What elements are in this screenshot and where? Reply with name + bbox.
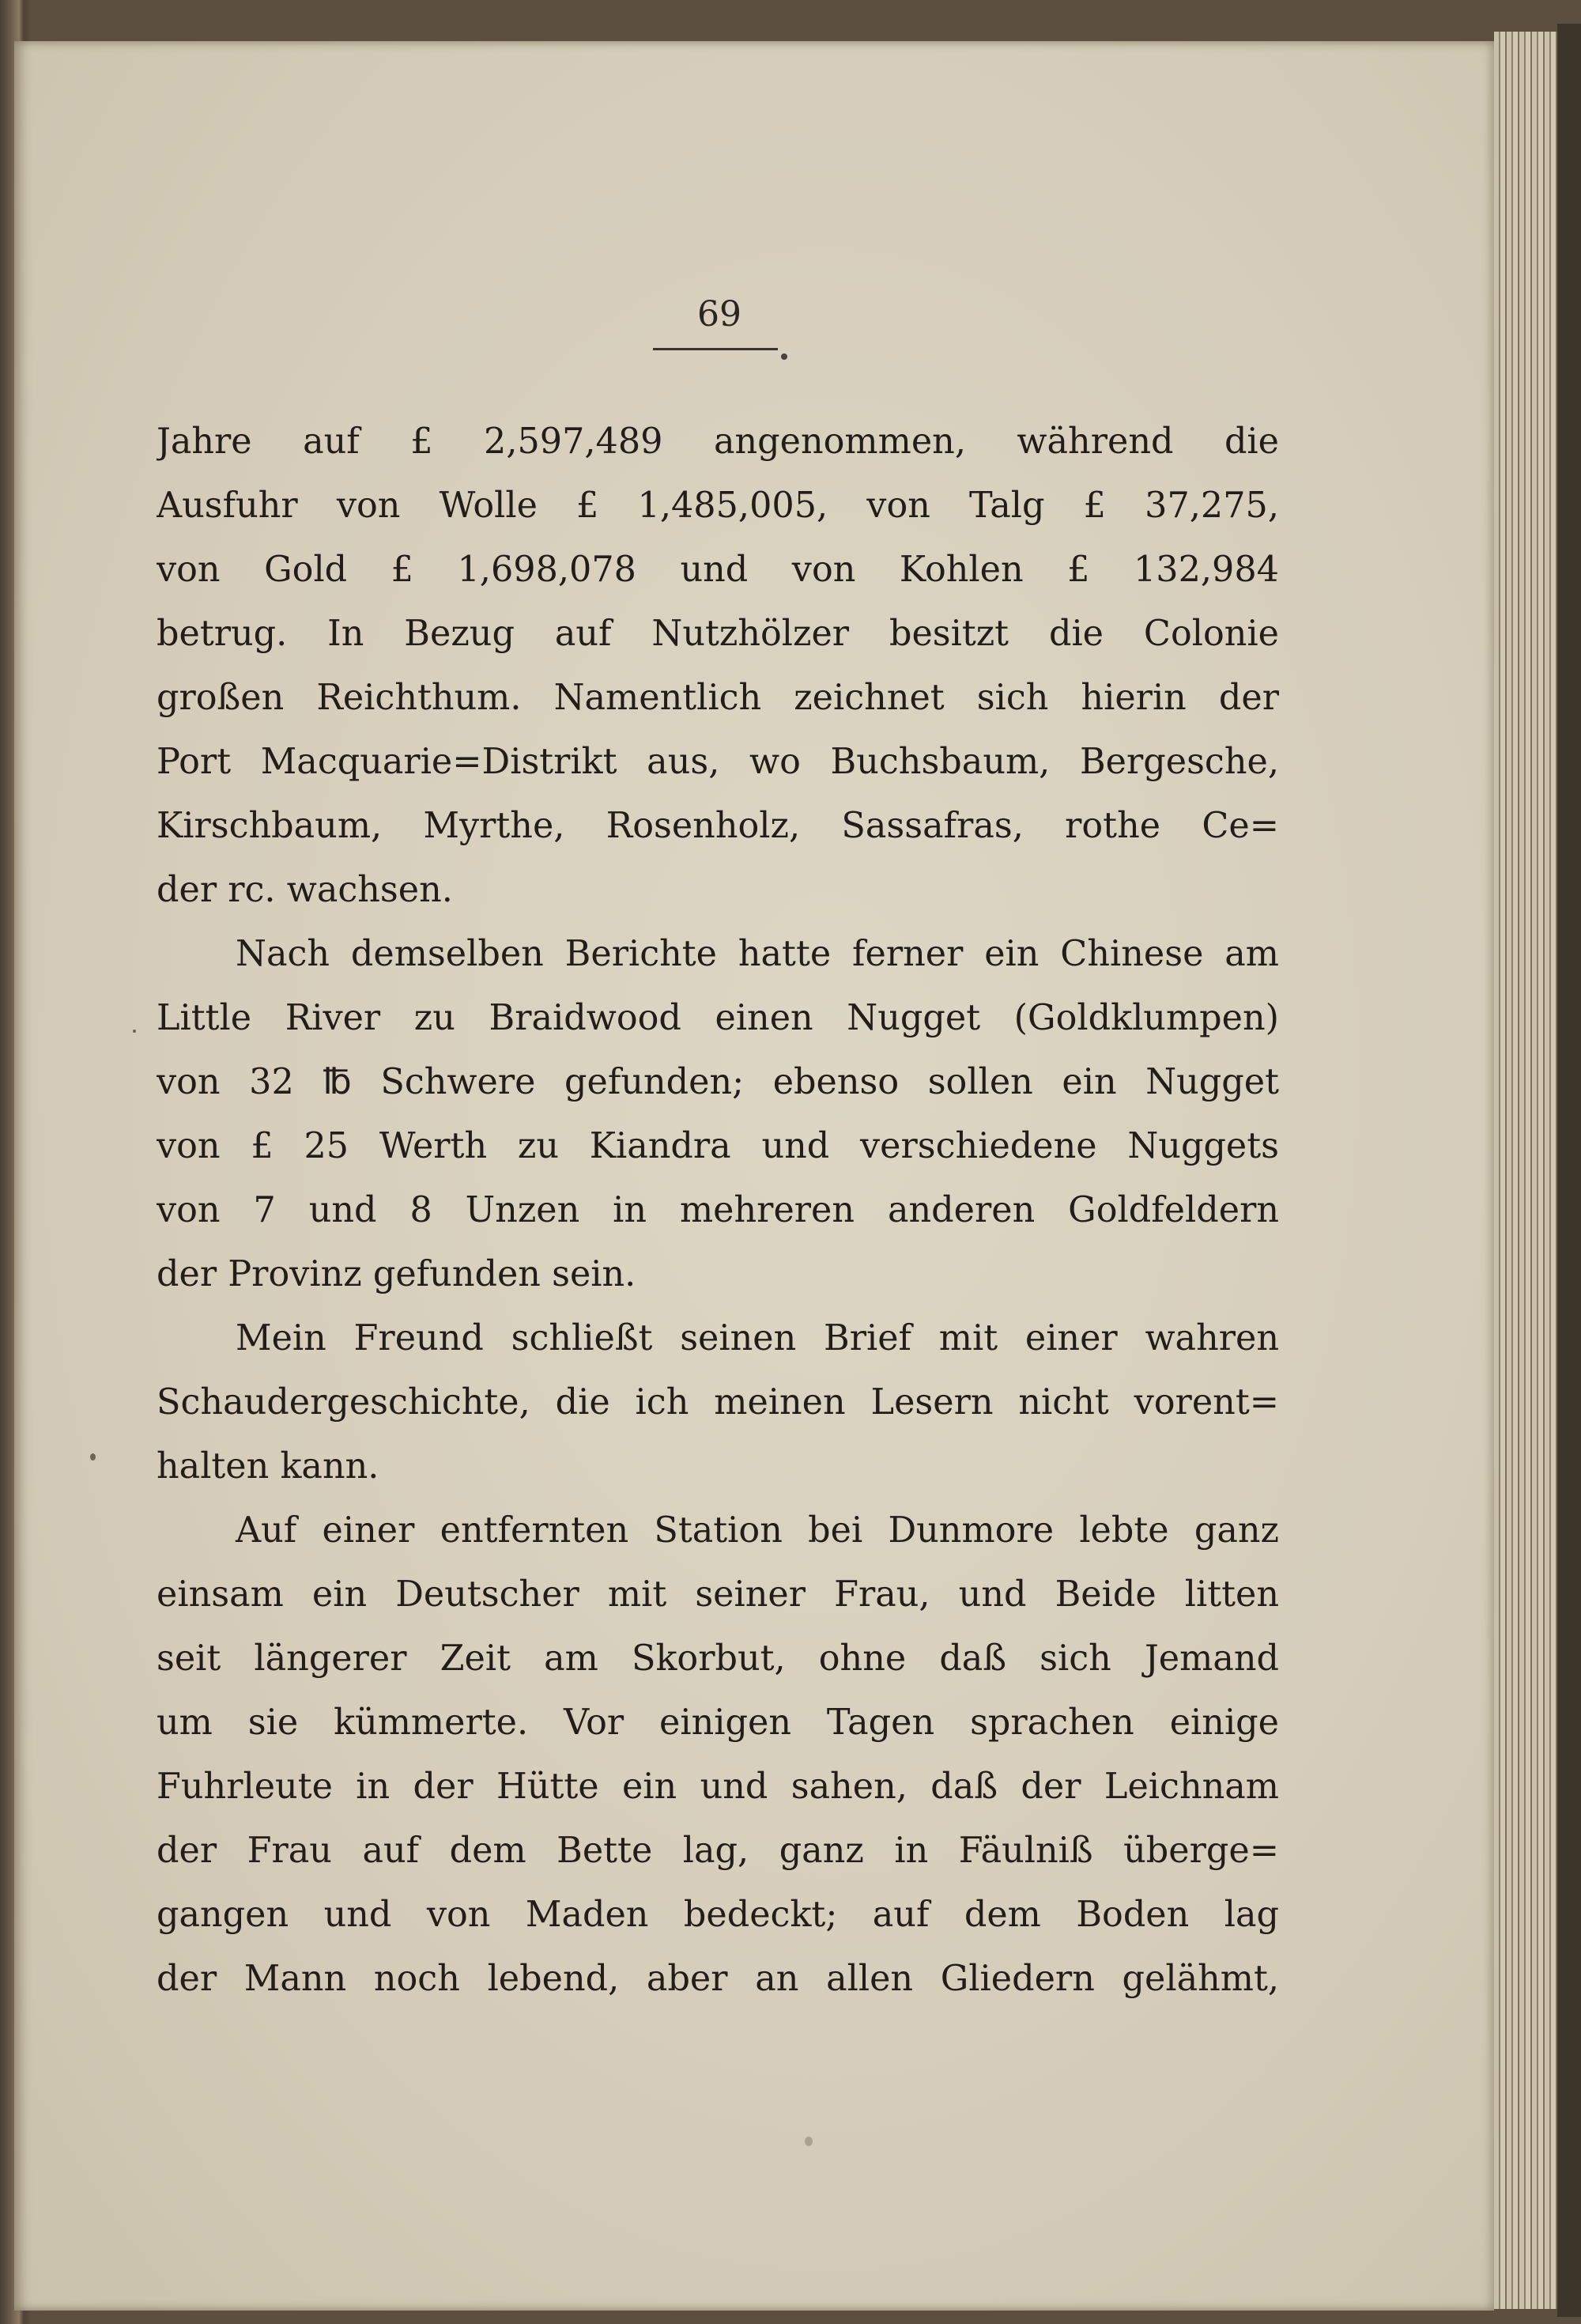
text-line: gangen und von Maden bedeckt; auf dem Boden lag [157, 1895, 1279, 1935]
text-line: Port Macquarie=Distrikt aus, wo Buchsbaum, Bergesche, [157, 742, 1279, 782]
text-line: der Provinz gefunden sein. [157, 1254, 636, 1294]
text-line: Schaudergeschichte, die ich meinen Lesern nicht vorent= [157, 1382, 1279, 1423]
text-line: der Frau auf dem Bette lag, ganz in Fäulniß überge= [157, 1831, 1279, 1871]
text-line: Little River zu Braidwood einen Nugget (Goldklumpen) [157, 998, 1279, 1038]
text-line: betrug. In Bezug auf Nutzhölzer besitzt die Colonie [157, 614, 1279, 654]
text-line: Fuhrleute in der Hütte ein und sahen, daß der Leichnam [157, 1767, 1279, 1807]
text-line: der rc. wachsen. [157, 870, 453, 910]
text-line: von £ 25 Werth zu Kiandra und verschiedene Nuggets [157, 1126, 1279, 1166]
paper-speck [133, 1030, 136, 1033]
text-line: von 32 ℔ Schwere gefunden; ebenso sollen ein Nugget [157, 1062, 1279, 1102]
binding-shadow [1557, 24, 1581, 2317]
header-rule-dot [781, 353, 787, 360]
text-line: Ausfuhr von Wolle £ 1,485,005, von Talg £ 37,275, [157, 486, 1279, 526]
text-line: großen Reichthum. Namentlich zeichnet sich hierin der [157, 678, 1279, 718]
paper-speck [805, 2137, 813, 2146]
header-rule [653, 348, 778, 350]
text-line: um sie kümmerte. Vor einigen Tagen sprachen einige [157, 1702, 1279, 1743]
text-line: Nach demselben Berichte hatte ferner ein Chinese am [236, 934, 1279, 974]
text-line: von 7 und 8 Unzen in mehreren anderen Goldfeldern [157, 1190, 1279, 1230]
page-edges [1494, 32, 1557, 2309]
text-line: der Mann noch lebend, aber an allen Gliedern gelähmt, [157, 1959, 1279, 1999]
text-line: seit längerer Zeit am Skorbut, ohne daß sich Jemand [157, 1638, 1279, 1679]
text-line: Mein Freund schließt seinen Brief mit einer wahren [236, 1318, 1279, 1359]
text-line: Auf einer entfernten Station bei Dunmore lebte ganz [236, 1510, 1279, 1551]
text-line: halten kann. [157, 1446, 379, 1487]
text-line: Jahre auf £ 2,597,489 angenommen, während die [157, 421, 1279, 462]
paper-speck [90, 1453, 96, 1461]
page-number: 69 [697, 294, 741, 334]
text-line: von Gold £ 1,698,078 und von Kohlen £ 132,984 [157, 550, 1279, 590]
text-line: einsam ein Deutscher mit seiner Frau, und Beide litten [157, 1574, 1279, 1615]
text-line: Kirschbaum, Myrthe, Rosenholz, Sassafras, rothe Ce= [157, 806, 1279, 846]
body-text [157, 410, 1279, 2011]
